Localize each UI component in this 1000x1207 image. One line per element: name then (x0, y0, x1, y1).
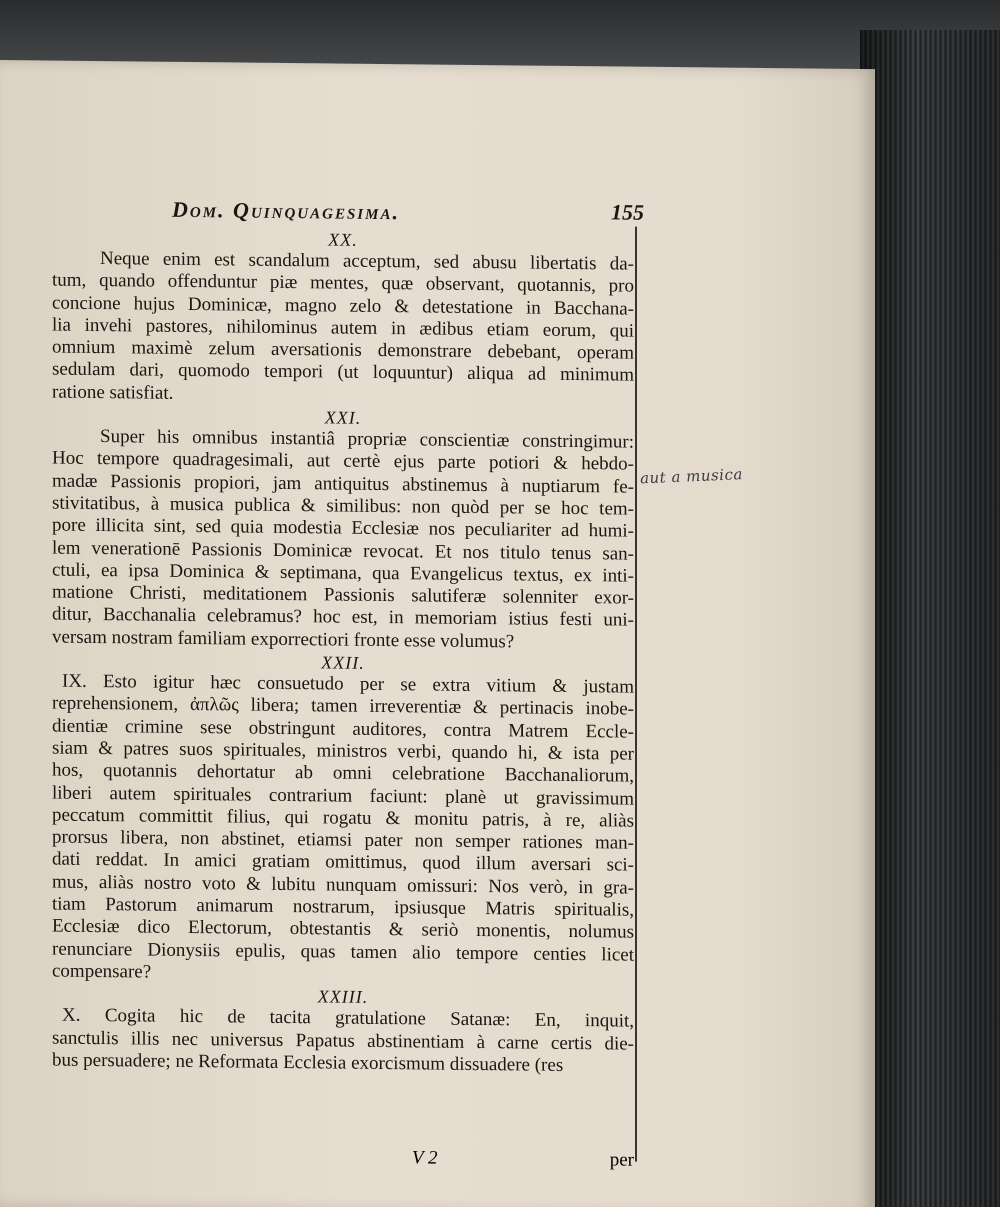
book-page (0, 60, 875, 1207)
text-line: tiam Pastorum animarum nostrarum, ipsiusque Matris spiritualis, (52, 893, 634, 921)
text-line: hos, quotannis dehortatur ab omni celebratione Bacchanaliorum, (52, 759, 634, 787)
text-line: Neque enim est scandalum acceptum, sed abusu libertatis da- (100, 248, 634, 275)
text-line: mus, aliàs nostro voto & lubitu nunquam omissuri: Nos verò, in gra- (52, 871, 634, 899)
text-line: stivitatibus, à musica publica & similibus: non quòd per se hoc tem- (52, 492, 634, 520)
text-line: dati reddat. In amici gratiam omittimus, quod illum aversari sci- (52, 848, 634, 877)
text-line: versam nostram familiam exporrectiori fronte esse volumus? (52, 626, 515, 653)
text-line: IX. Esto igitur hæc consuetudo per se extra vitium & justam (62, 670, 634, 698)
text-line: X. Cogita hic de tacita gratulatione Satanæ: En, inquit, (62, 1004, 634, 1032)
signature-mark: V 2 (412, 1147, 438, 1169)
text-line: omnium maximè zelum aversationis demonstrare debebant, operam (52, 336, 634, 364)
text-line: pore illicita sint, sed quia modestia Ecclesiæ nos peculiariter ad humi- (52, 514, 634, 542)
text-line: ditur, Bacchanalia celebramus? hoc est, in memoriam istius festi uni- (52, 603, 634, 632)
column-rule (635, 227, 637, 1162)
margin-annotation: aut a musica (639, 465, 744, 488)
catchword: per (609, 1149, 634, 1171)
text-line: lem venerationē Passionis Dominicæ revocat. Et nos titulo tenus san- (52, 537, 634, 565)
text-line: peccatum committit filius, qui rogatu & monitu patris, à re, aliàs (52, 804, 634, 832)
page-edges-shadow (860, 30, 1000, 1207)
body-text (52, 226, 634, 1078)
running-head: Dom. Quinquagesima. (172, 196, 400, 225)
section-number: XXI. (324, 407, 362, 428)
text-line: tum, quando offenduntur piæ mentes, quæ observant, quotannis, pro (52, 269, 634, 297)
text-line: ctuli, ea ipsa Dominica & septimana, qua Evangelicus textus, ex inti- (52, 559, 634, 587)
text-line: compensare? (52, 960, 152, 983)
page-number: 155 (611, 199, 644, 225)
catchline (52, 1144, 634, 1174)
section-number: XXII. (321, 652, 365, 673)
text-line: dientiæ crimine sese obstringunt auditores, contra Matrem Eccle- (52, 715, 634, 743)
text-line: Super his omnibus instantiâ propriæ conscientiæ constringimur: (100, 426, 634, 453)
text-line: sedulam dari, quomodo tempori (ut loquuntur) aliqua ad minimum (52, 359, 634, 387)
text-column (52, 196, 644, 1078)
section-number: XXIII. (317, 986, 369, 1008)
text-line: lia invehi pastores, nihilominus autem in ædibus etiam eorum, qui (52, 314, 634, 342)
text-line: prorsus libera, non abstinet, etiamsi pater non semper rationes man- (52, 826, 634, 854)
section-number: XX. (328, 229, 358, 250)
text-line: renunciare Dionysiis epulis, quas tamen alio tempore centies licet (52, 938, 634, 966)
text-line: Hoc tempore quadragesimali, aut certè ejus parte potiori & hebdo- (52, 447, 634, 476)
text-line: matione Christi, meditationem Passionis salutiferæ solenniter exor- (52, 581, 634, 609)
text-line: concione hujus Dominicæ, magno zelo & detestatione in Bacchana- (52, 292, 634, 320)
text-line: ratione satisfiat. (52, 381, 174, 404)
text-line: liberi autem spirituales contrarium faciunt: planè ut gravissimum (52, 782, 634, 810)
text-line: sanctulis illis nec universus Papatus abstinentiam à carne certis die- (52, 1027, 634, 1055)
text-line: reprehensionem, ἀπλῶς libera; tamen irreverentiæ & pertinacis inobe- (52, 692, 634, 720)
text-line: madæ Passionis propiori, jam antiquitus abstinemus à nuptiarum fe- (52, 470, 634, 498)
text-line: Ecclesiæ dico Electorum, obtestantis & seriò monentis, nolumus (52, 915, 634, 943)
text-line: bus persuadere; ne Reformata Ecclesia exorcismum dissuadere (res (52, 1049, 564, 1076)
page-header (52, 196, 644, 232)
text-line: siam & patres suos spirituales, ministros verbi, quando hi, & ista per (52, 737, 634, 765)
